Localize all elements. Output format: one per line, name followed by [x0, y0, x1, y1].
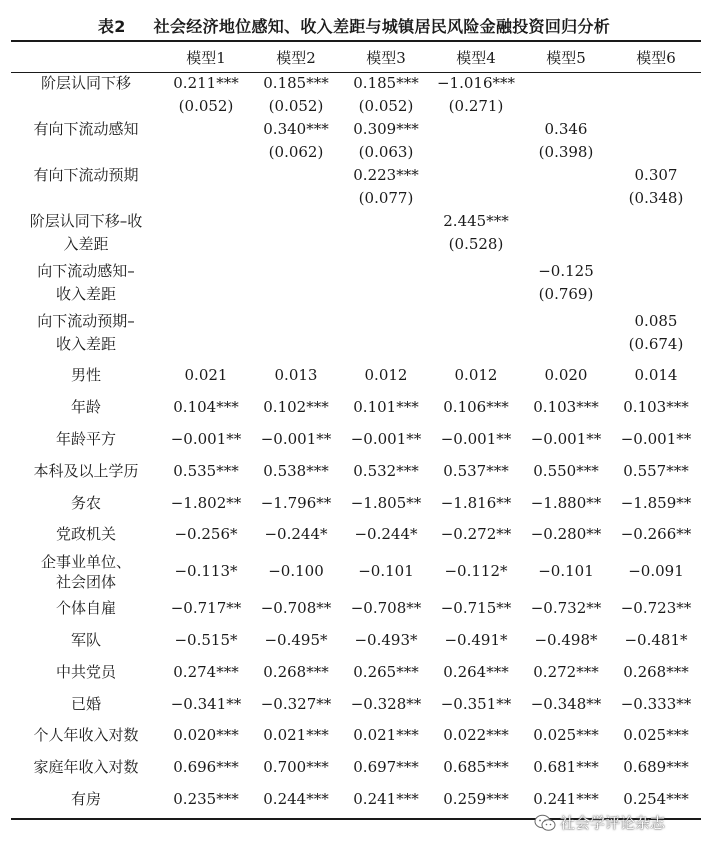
coef-cell: 0.264***: [443, 662, 509, 681]
coef-cell: −0.481*: [624, 630, 688, 649]
coef-cell: 0.244***: [263, 789, 329, 808]
standard-error: (0.398): [538, 143, 594, 161]
coef-cell: [251, 118, 341, 164]
standard-error: (0.062): [268, 143, 324, 161]
coef-cell: 0.254***: [623, 789, 689, 808]
row-label-line: 收入差距: [55, 335, 116, 353]
coef-cell: 0.012: [364, 366, 408, 385]
row-label: [11, 424, 161, 456]
coef-cell: [251, 164, 341, 210]
row-label-line: 有向下流动感知: [33, 120, 139, 138]
coef-cell: 0.557***: [623, 461, 689, 480]
table-row: [11, 310, 701, 360]
watermark: [534, 812, 665, 833]
coef-cell: [431, 164, 521, 210]
coef-cell: 0.538***: [263, 461, 329, 480]
coef-cell: −0.280**: [530, 525, 602, 544]
row-label: [11, 688, 161, 720]
table-row: [11, 164, 701, 210]
coef-cell: [431, 310, 521, 360]
coef-cell: 0.241***: [533, 789, 599, 808]
coef-cell: [521, 210, 611, 260]
row-label-line: 社会团体: [55, 572, 116, 591]
coef-cell: −0.328**: [350, 694, 422, 713]
coef-cell: −0.723**: [620, 599, 692, 618]
coef-cell: [611, 260, 701, 310]
coef-cell: −0.715**: [440, 599, 512, 618]
coef-cell: −0.001**: [530, 429, 602, 448]
coef-cell: −0.112*: [444, 562, 508, 581]
coef-cell: [161, 210, 251, 260]
coef-cell: −0.341**: [170, 694, 242, 713]
standard-error: (0.348): [628, 189, 684, 207]
row-label-line: 男性: [70, 366, 101, 385]
table-row: [11, 72, 701, 118]
coef-cell: 0.013: [274, 366, 318, 385]
coef-cell: 0.268***: [623, 662, 689, 681]
coef-cell: −0.515*: [174, 630, 238, 649]
table-row: [11, 720, 701, 752]
row-label: [11, 593, 161, 625]
coef-cell: [161, 164, 251, 210]
coef-cell: −0.708**: [260, 599, 332, 618]
table-row: [11, 519, 701, 551]
coefficient: 0.309***: [353, 120, 419, 138]
row-label-line: 个人年收入对数: [33, 726, 139, 745]
coef-cell: 0.532***: [353, 461, 419, 480]
coef-cell: [431, 118, 521, 164]
header-cell: 模型1: [186, 48, 226, 67]
coef-cell: [341, 210, 431, 260]
coefficient: 0.223***: [353, 166, 419, 184]
row-label: [11, 656, 161, 688]
row-label: [11, 310, 161, 360]
coef-cell: 0.022***: [443, 726, 509, 745]
header-cell: [11, 42, 161, 72]
coef-cell: [521, 260, 611, 310]
coef-cell: [161, 310, 251, 360]
coef-cell: 0.550***: [533, 461, 599, 480]
coef-cell: [251, 310, 341, 360]
coef-cell: [431, 72, 521, 118]
coef-cell: 0.020: [544, 366, 588, 385]
coefficient: 2.445***: [443, 212, 509, 230]
coef-cell: [161, 118, 251, 164]
coef-cell: 0.021***: [353, 726, 419, 745]
coef-cell: −0.001**: [440, 429, 512, 448]
coef-cell: 0.268***: [263, 662, 329, 681]
coef-cell: −0.708**: [350, 599, 422, 618]
coef-cell: −0.256*: [174, 525, 238, 544]
standard-error: (0.528): [448, 235, 504, 253]
table-row: [11, 424, 701, 456]
row-label-line: 阶层认同下移–收: [29, 212, 143, 230]
coefficient: 0.185***: [263, 74, 329, 92]
row-label: [11, 720, 161, 752]
row-label-line: 家庭年收入对数: [33, 758, 139, 777]
row-label: [11, 487, 161, 519]
coef-cell: −0.348**: [530, 694, 602, 713]
coef-cell: −1.802**: [170, 493, 242, 512]
coef-cell: −1.816**: [440, 493, 512, 512]
coef-cell: [341, 164, 431, 210]
row-label-line: 个体自雇: [55, 599, 116, 618]
coef-cell: −0.498*: [534, 630, 598, 649]
row-label-line: 务农: [70, 493, 101, 512]
coef-cell: −0.266**: [620, 525, 692, 544]
coef-cell: [611, 310, 701, 360]
row-label-line: 军队: [70, 630, 101, 649]
coef-cell: [251, 260, 341, 310]
coef-cell: 0.106***: [443, 398, 509, 417]
row-label-line: 向下流动预期–: [37, 312, 135, 330]
table-row: [11, 360, 701, 392]
coef-cell: [251, 72, 341, 118]
coef-cell: [611, 210, 701, 260]
row-label-line: 本科及以上学历: [33, 461, 139, 480]
coef-cell: 0.104***: [173, 398, 239, 417]
coef-cell: [161, 72, 251, 118]
coef-cell: −0.333**: [620, 694, 692, 713]
row-label-line: 向下流动感知–: [37, 262, 135, 280]
coef-cell: [251, 210, 341, 260]
coef-cell: 0.014: [634, 366, 678, 385]
coef-cell: −0.491*: [444, 630, 508, 649]
row-label-line: 年龄平方: [55, 429, 116, 448]
coef-cell: 0.235***: [173, 789, 239, 808]
standard-error: (0.077): [358, 189, 414, 207]
coef-cell: 0.697***: [353, 758, 419, 777]
coef-cell: −0.001**: [620, 429, 692, 448]
coefficient: 0.085: [634, 312, 678, 330]
header-cell: 模型3: [366, 48, 406, 67]
header-cell: 模型2: [276, 48, 316, 67]
table-row: [11, 551, 701, 593]
coef-cell: 0.021***: [263, 726, 329, 745]
table-row: [11, 392, 701, 424]
coef-cell: [521, 310, 611, 360]
standard-error: (0.063): [358, 143, 414, 161]
row-label: [11, 118, 161, 164]
coef-cell: [341, 310, 431, 360]
coef-cell: −0.327**: [260, 694, 332, 713]
coef-cell: 0.021: [184, 366, 228, 385]
coef-cell: [341, 72, 431, 118]
row-label: [11, 360, 161, 392]
coef-cell: 0.102***: [263, 398, 329, 417]
row-label-line: 已婚: [70, 694, 101, 713]
coefficient: 0.340***: [263, 120, 329, 138]
coef-cell: [521, 72, 611, 118]
row-label: [11, 752, 161, 784]
row-label-line: 党政机关: [55, 525, 116, 544]
coef-cell: 0.012: [454, 366, 498, 385]
coef-cell: −0.244*: [354, 525, 418, 544]
wechat-icon: [534, 814, 556, 832]
coef-cell: [521, 118, 611, 164]
row-label: [11, 392, 161, 424]
table-row: [11, 118, 701, 164]
coef-cell: 0.265***: [353, 662, 419, 681]
coef-cell: [431, 210, 521, 260]
coef-cell: 0.535***: [173, 461, 239, 480]
coef-cell: −0.101: [538, 562, 594, 581]
coef-cell: [341, 118, 431, 164]
row-label-line: 企事业单位、: [40, 552, 131, 571]
coef-cell: −0.091: [628, 562, 684, 581]
table-row: [11, 752, 701, 784]
standard-error: (0.271): [448, 97, 504, 115]
coef-cell: 0.103***: [623, 398, 689, 417]
coefficient: −0.125: [538, 262, 594, 280]
coef-cell: −1.880**: [530, 493, 602, 512]
coef-cell: −0.244*: [264, 525, 328, 544]
coef-cell: 0.700***: [263, 758, 329, 777]
coef-cell: −0.101: [358, 562, 414, 581]
coefficient: 0.307: [634, 166, 678, 184]
regression-table: [11, 42, 701, 815]
row-label: [11, 164, 161, 210]
coef-cell: 0.101***: [353, 398, 419, 417]
coef-cell: −0.493*: [354, 630, 418, 649]
coefficient: 0.211***: [173, 74, 239, 92]
table-row: [11, 784, 701, 816]
coef-cell: 0.274***: [173, 662, 239, 681]
standard-error: (0.052): [358, 97, 414, 115]
coef-cell: 0.241***: [353, 789, 419, 808]
table-number: 表2: [97, 17, 126, 36]
row-label: [11, 784, 161, 816]
coef-cell: −1.859**: [620, 493, 692, 512]
row-label-line: 收入差距: [55, 285, 116, 303]
row-label-line: 有房: [70, 789, 101, 808]
coef-cell: 0.025***: [623, 726, 689, 745]
standard-error: (0.052): [268, 97, 324, 115]
header-cell: 模型4: [456, 48, 496, 67]
coef-cell: 0.103***: [533, 398, 599, 417]
coef-cell: [611, 118, 701, 164]
table-row: [11, 688, 701, 720]
row-label-line: 入差距: [63, 235, 109, 253]
coef-cell: 0.696***: [173, 758, 239, 777]
coef-cell: 0.685***: [443, 758, 509, 777]
row-label: [11, 519, 161, 551]
coef-cell: −1.805**: [350, 493, 422, 512]
header-row: [11, 42, 701, 72]
coef-cell: −1.796**: [260, 493, 332, 512]
coef-cell: 0.537***: [443, 461, 509, 480]
row-label: [11, 551, 161, 593]
row-label: [11, 260, 161, 310]
coef-cell: [341, 260, 431, 310]
standard-error: (0.674): [628, 335, 684, 353]
row-label: [11, 625, 161, 657]
standard-error: (0.769): [538, 285, 594, 303]
standard-error: (0.052): [178, 97, 234, 115]
coef-cell: [521, 164, 611, 210]
coef-cell: 0.025***: [533, 726, 599, 745]
coef-cell: [431, 260, 521, 310]
table-row: [11, 593, 701, 625]
coef-cell: −0.001**: [260, 429, 332, 448]
coef-cell: −0.001**: [350, 429, 422, 448]
table-title: [0, 14, 708, 37]
coef-cell: [611, 72, 701, 118]
table-row: [11, 260, 701, 310]
coefficient: −1.016***: [436, 74, 515, 92]
coefficient: 0.185***: [353, 74, 419, 92]
coef-cell: −0.113*: [174, 562, 238, 581]
coef-cell: −0.717**: [170, 599, 242, 618]
table-row: [11, 210, 701, 260]
coef-cell: −0.495*: [264, 630, 328, 649]
row-label-line: 有向下流动预期: [33, 166, 139, 184]
row-label: [11, 72, 161, 118]
coef-cell: −0.732**: [530, 599, 602, 618]
header-cell: 模型6: [636, 48, 676, 67]
coef-cell: −0.272**: [440, 525, 512, 544]
table-caption: 社会经济地位感知、收入差距与城镇居民风险金融投资回归分析: [153, 17, 611, 36]
table-row: [11, 455, 701, 487]
row-label-line: 年龄: [70, 398, 101, 417]
table-row: [11, 656, 701, 688]
coef-cell: 0.020***: [173, 726, 239, 745]
table-row: [11, 487, 701, 519]
row-label-line: 阶层认同下移: [40, 74, 131, 92]
coef-cell: 0.272***: [533, 662, 599, 681]
watermark-text: 社会学评论杂志: [560, 814, 666, 832]
table-row: [11, 625, 701, 657]
coefficient: 0.346: [544, 120, 588, 138]
row-label: [11, 210, 161, 260]
coef-cell: [611, 164, 701, 210]
coef-cell: −0.100: [268, 562, 324, 581]
coef-cell: −0.351**: [440, 694, 512, 713]
coef-cell: 0.689***: [623, 758, 689, 777]
coef-cell: −0.001**: [170, 429, 242, 448]
coef-cell: [161, 260, 251, 310]
coef-cell: 0.259***: [443, 789, 509, 808]
row-label-line: 中共党员: [55, 662, 116, 681]
row-label: [11, 455, 161, 487]
header-cell: 模型5: [546, 48, 586, 67]
coef-cell: 0.681***: [533, 758, 599, 777]
